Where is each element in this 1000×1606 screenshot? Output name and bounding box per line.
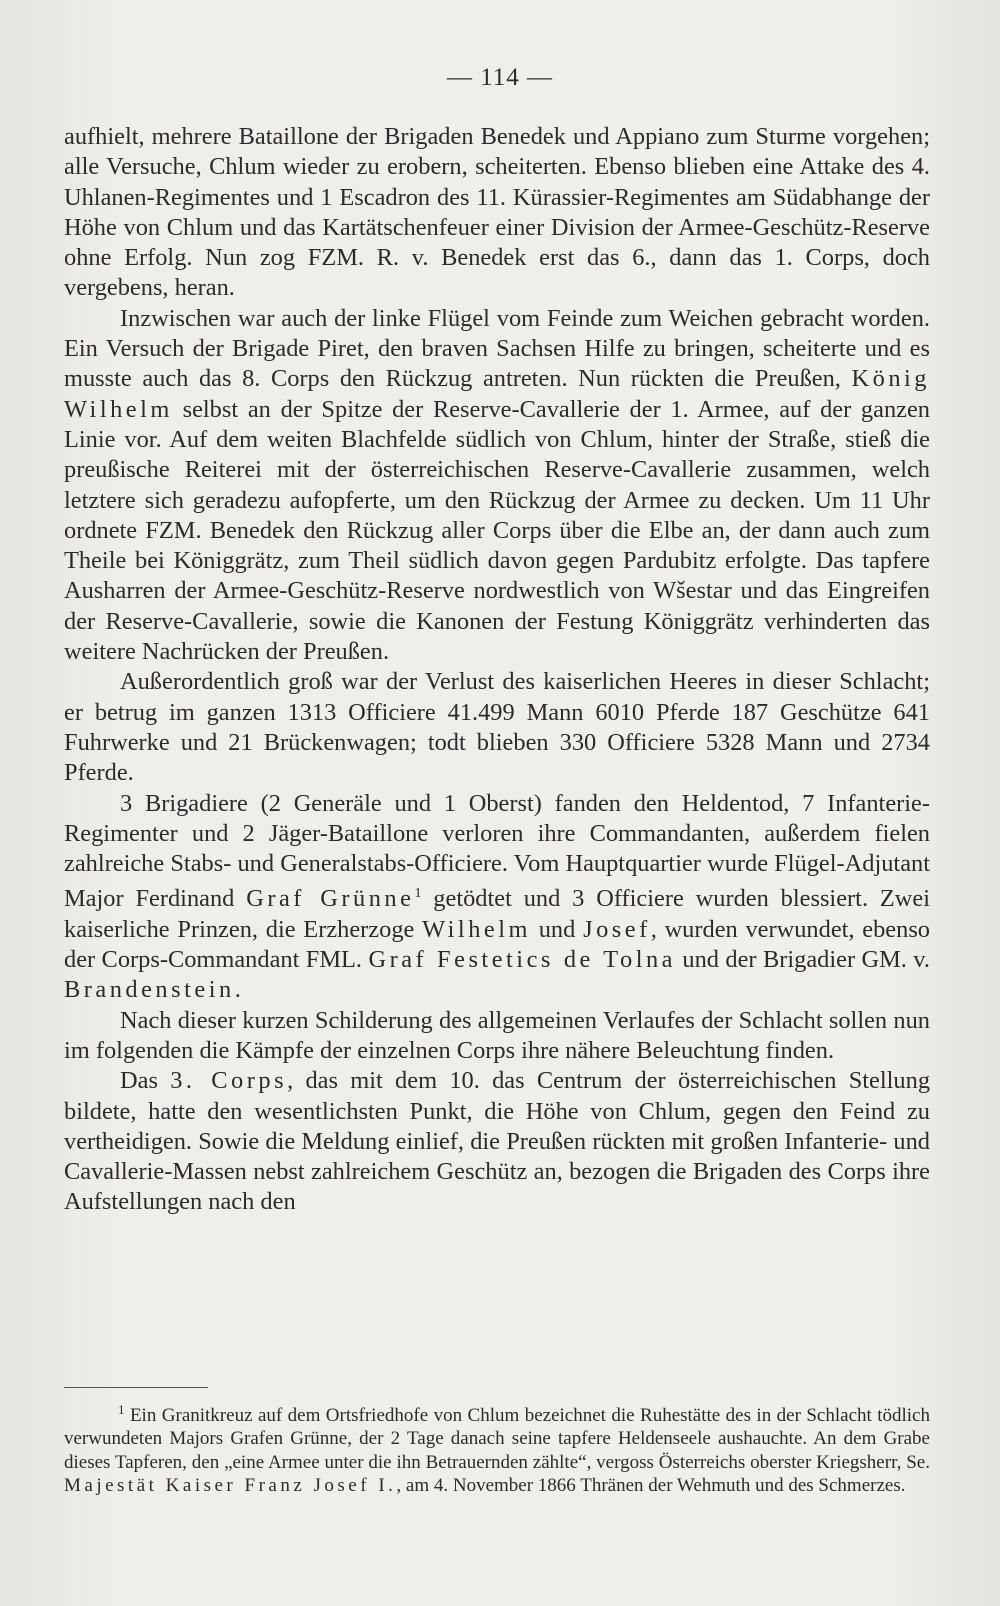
paragraph xyxy=(64,667,930,788)
footnote-divider xyxy=(64,1387,208,1388)
text-run: , am 4. November 1866 Thränen der Wehmuth und des Schmerzes. xyxy=(396,1475,906,1497)
text-run: Ein Granitkreuz auf dem Ortsfriedhofe von Chlum bezeichnet die Ruhestätte des in der Schlacht tödlich verwundeten Majors Grafen Grünne, der 2 Tage danach seine tapfere Heldenseele aushauchte. An dem Grabe dieses Tapferen, den „eine Armee unter die ihn Betrauernden zählte“, vergoss Österreichs oberster Kriegsherr, Se. xyxy=(64,1405,930,1473)
text-run: Außerordentlich groß war der Verlust des kaiserlichen Heeres in dieser Schlacht; er betrug im ganzen 1313 Officiere 41.499 Mann 6010 Pferde 187 Geschütze 641 Fuhrwerke und 21 Brückenwagen; todt blieben 330 Officiere 5328 Mann und 2734 Pferde. xyxy=(64,668,930,787)
text-run: . xyxy=(234,976,241,1004)
paragraph xyxy=(64,304,930,668)
text-run: und der Brigadier GM. v. xyxy=(676,946,930,974)
text-run: Nach dieser kurzen Schilderung des allgemeinen Verlaufes der Schlacht sollen nun im folgenden die Kämpfe der einzelnen Corps ihre nähere Beleuchtung finden. xyxy=(64,1006,930,1064)
page-number: — 114 — xyxy=(446,64,554,91)
text-run: und xyxy=(530,915,584,943)
spaced-emphasis: 3. Corps xyxy=(170,1067,288,1095)
paragraph xyxy=(64,789,930,1006)
spaced-emphasis: Graf Festetics de Tolna xyxy=(368,946,676,974)
spaced-emphasis: König Wilhelm xyxy=(64,365,930,423)
text-run: Inzwischen war auch der linke Flügel vom Feinde zum Weichen gebracht worden. Ein Versuch der Brigade Piret, den braven Sachsen Hilfe zu bringen, scheiterte und es musste auch das 8. Corps den Rückzug antreten. Nun rückten die Preußen, xyxy=(64,304,930,393)
footnote-reference: 1 xyxy=(414,886,422,902)
text-run: getödtet und 3 Officiere wurden blessiert. Zwei kaiserliche Prinzen, die Erzherzoge xyxy=(64,885,931,943)
spaced-emphasis: Majestät Kaiser Franz Josef I. xyxy=(64,1475,397,1497)
text-run: aufhielt, mehrere Bataillone der Brigaden Benedek und Appiano zum Sturme vorgehen; alle Versuche, Chlum wieder zu erobern, scheiterten. Ebenso blieben eine Attake des 4. Uhlanen-Regimentes und 1 Escadron des 11. Kürassier-Regimentes am Südabhange der Höhe von Chlum und das Kartätschenfeuer einer Division der Armee-Geschütz-Reserve ohne Erfolg. Nun zog FZM. R. v. Benedek erst das 6., dann das 1. Corps, doch vergebens, heran. xyxy=(64,123,930,302)
body-text xyxy=(64,122,930,1218)
text-run: , das mit dem 10. das Centrum der österreichischen Stellung bildete, hatte den wesentlichsten Punkt, die Höhe von Chlum, gegen den Feind zu vertheidigen. Sowie die Meldung einlief, die Preußen rückten mit großen Infanterie- und Cavallerie-Massen nebst zahlreichem Geschütz an, bezogen die Brigaden des Corps ihre Aufstellungen nach den xyxy=(64,1067,931,1216)
spaced-emphasis: Josef xyxy=(583,915,651,943)
paragraph xyxy=(64,1066,930,1217)
paragraph xyxy=(64,122,930,304)
footnote-marker: 1 xyxy=(118,1402,125,1417)
footnote-text xyxy=(64,1405,930,1496)
text-run: Das xyxy=(120,1067,171,1095)
text-run: 3 Brigadiere (2 Generäle und 1 Oberst) fanden den Heldentod, 7 Infanterie-Regimenter und 2 Jäger-Bataillone verloren ihre Commandanten, außerdem fielen zahlreiche Stabs- und Generalstabs-Officiere. Vom Hauptquartier wurde Flügel-Adjutant Major Ferdinand xyxy=(64,789,930,913)
paragraph xyxy=(64,1006,930,1067)
footnotes xyxy=(64,1398,930,1498)
spaced-emphasis: Brandenstein xyxy=(64,976,235,1004)
spaced-emphasis: Graf Grünne xyxy=(246,885,415,913)
text-run: , wurden verwundet, ebenso der Corps-Commandant FML. xyxy=(64,915,931,974)
text-run: selbst an der Spitze der Reserve-Cavallerie der 1. Armee, auf der ganzen Linie vor. Auf dem weiten Blachfelde südlich von Chlum, hinter der Straße, stieß die preußische Reiterei mit der österreichischen Reserve-Cavallerie zusammen, welch letztere sich geradezu aufopferte, um den Rückzug der Armee zu decken. Um 11 Uhr ordnete FZM. Benedek den Rückzug aller Corps über die Elbe an, der dann auch zum Theile bei Königgrätz, zum Theil südlich davon gegen Pardubitz erfolgte. Das tapfere Ausharren der Armee-Geschütz-Reserve nordwestlich von Wšestar und das Eingreifen der Reserve-Cavallerie, sowie die Kanonen der Festung Königgrätz verhinderten das weitere Nachrücken der Preußen. xyxy=(64,395,930,666)
spaced-emphasis: Wilhelm xyxy=(422,915,531,943)
footnote xyxy=(64,1398,930,1498)
